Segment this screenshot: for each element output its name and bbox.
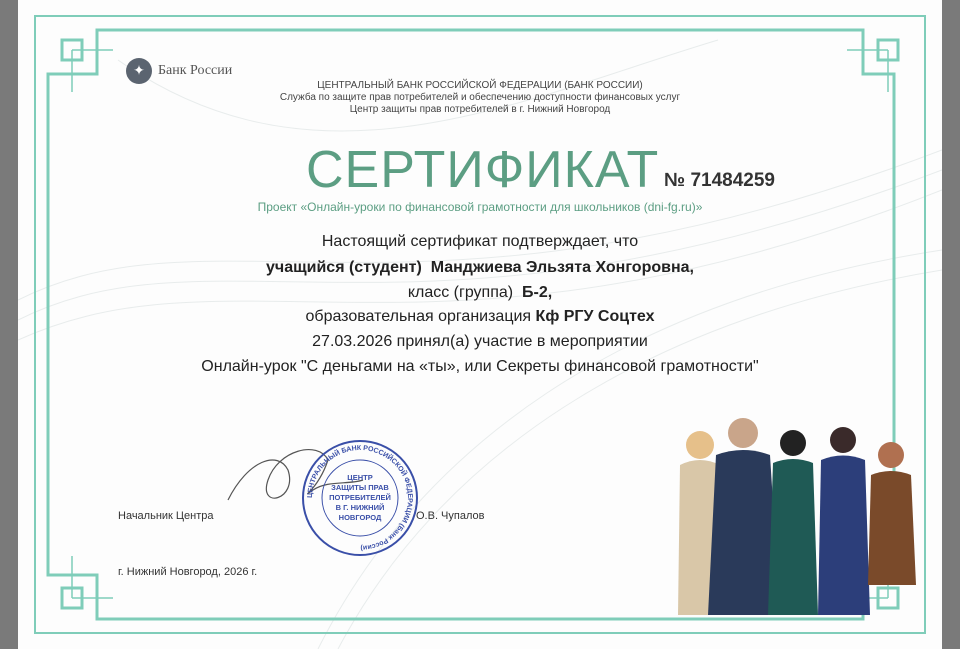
- stamp-line-5: НОВГОРОД: [338, 513, 382, 522]
- event-name: Онлайн-урок "С деньгами на «ты», или Секреты финансовой грамотности": [201, 358, 759, 375]
- header-line-2: Служба по защите прав потребителей и обеспечению доступности финансовых услуг: [279, 92, 681, 103]
- stamp-line-3: ПОТРЕБИТЕЛЕЙ: [329, 493, 391, 502]
- student-name: Манджиева Эльзята Хонгоровна,: [430, 259, 694, 276]
- certificate-number: № 71484259: [664, 170, 775, 191]
- city-year: г. Нижний Новгород, 2026 г.: [118, 566, 258, 578]
- class-line: [18, 283, 942, 303]
- eagle-emblem-icon: ✦: [126, 58, 152, 84]
- org-label: образовательная организация: [305, 308, 532, 325]
- stamp-outer-text: ЦЕНТРАЛЬНЫЙ БАНК РОССИЙСКОЙ ФЕДЕРАЦИИ (Банк России): [306, 444, 414, 552]
- characters-illustration: [658, 405, 918, 615]
- header-line-1: ЦЕНТРАЛЬНЫЙ БАНК РОССИЙСКОЙ ФЕДЕРАЦИИ (БАНК РОССИИ): [317, 80, 643, 91]
- stamp-line-2: ЗАЩИТЫ ПРАВ: [331, 483, 389, 492]
- logo-text: Банк России: [158, 63, 233, 78]
- certificate-title: СЕРТИФИКАТ: [306, 141, 660, 199]
- project-name: Проект «Онлайн-уроки по финансовой грамотности для школьников (dni-fg.ru)»: [257, 200, 703, 214]
- certificate: [18, 0, 942, 649]
- participation-text: 27.03.2026 принял(а) участие в мероприятии: [312, 333, 648, 350]
- class-value: Б-2,: [522, 284, 553, 301]
- stamp-line-4: В Г. НИЖНИЙ: [335, 503, 385, 512]
- org-value: Кф РГУ Соцтех: [535, 308, 655, 325]
- header-line-3: Центр защиты прав потребителей в г. Нижний Новгород: [349, 104, 611, 115]
- class-label: класс (группа): [407, 284, 514, 301]
- signer-name: О.В. Чупалов: [416, 510, 485, 522]
- org-line: [18, 307, 942, 327]
- signer-position: Начальник Центра: [118, 510, 214, 522]
- student-label: учащийся (студент): [266, 259, 422, 276]
- stamp-line-1: ЦЕНТР: [347, 473, 373, 482]
- confirm-text: Настоящий сертификат подтверждает, что: [321, 233, 639, 250]
- student-line: [18, 258, 942, 278]
- official-stamp: [300, 438, 420, 558]
